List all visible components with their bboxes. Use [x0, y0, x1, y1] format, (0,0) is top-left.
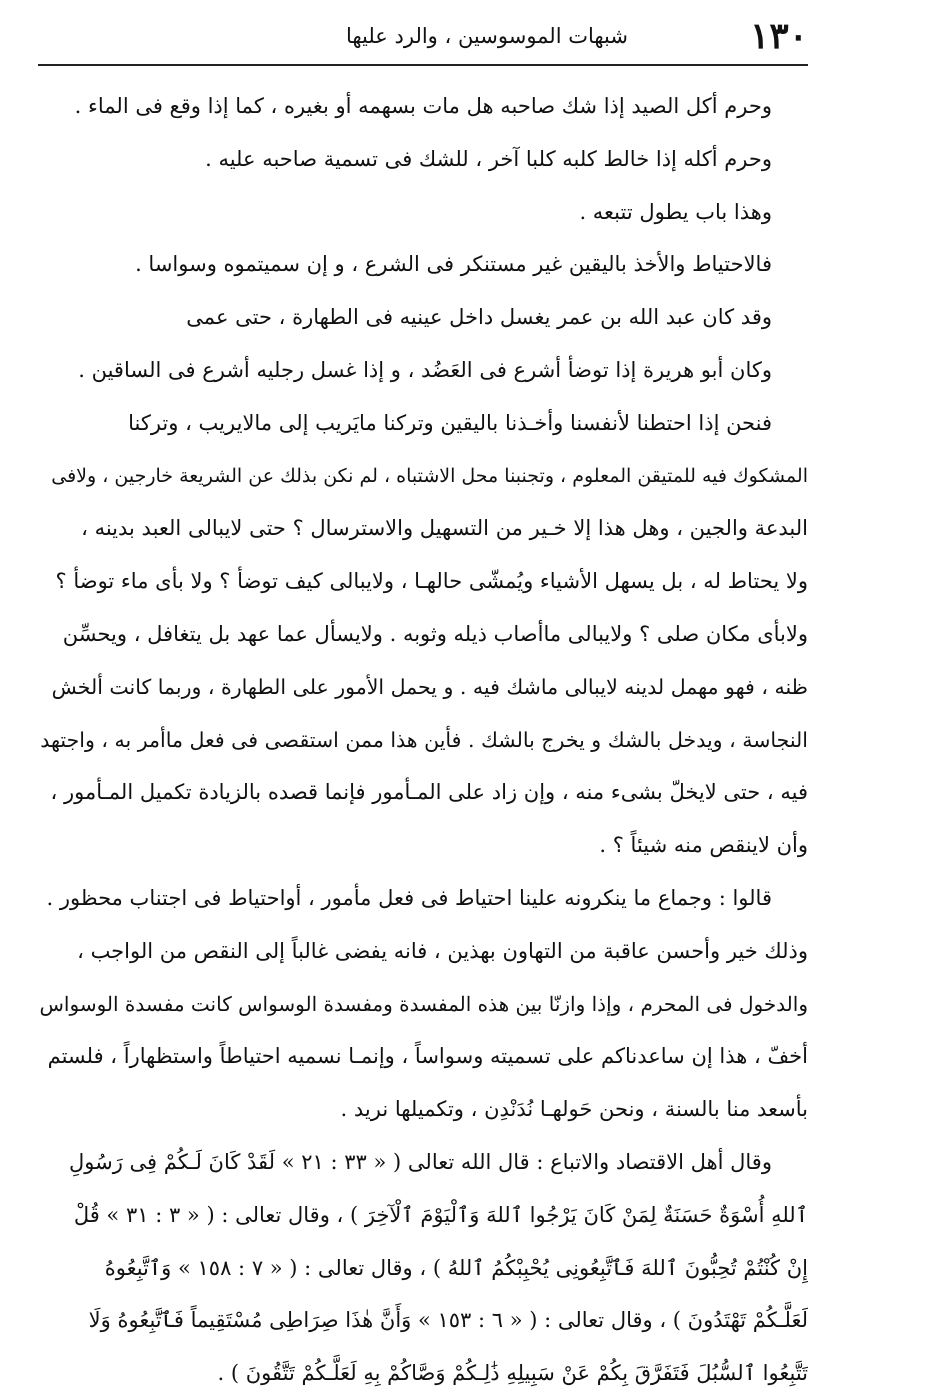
text-line: وقد كان عبد الله بن عمر يغسل داخل عينيه فى الطهارة ، حتى عمى	[186, 305, 772, 330]
text-line: تَتَّبِعُوا ٱلسُّبُلَ فَتَفَرَّقَ بِكُمْ عَنْ سَبِيلِهِ ذَٰلِـكُمْ وَصَّاكُمْ بِهِ لَعَلَّـكُمْ تَتَّقُونَ ) .	[217, 1361, 808, 1386]
text-line: وقال أهل الاقتصاد والاتباع : قال الله تعالى ( « ٣٣ : ٢١ » لَقَدْ كَانَ لَـكُمْ فِى رَسُولِ	[69, 1149, 772, 1174]
text-line: إِنْ كُنْتُمْ تُحِبُّونَ ٱللهَ فَٱتَّبِعُونِى يُحْبِبْكُمُ ٱللهُ ) ، وقال تعالى : ( « ٧ : ١٥٨ » وَٱتَّبِعُوهُ	[104, 1255, 808, 1280]
text-line: وأن لاينقص منه شيئاً ؟ .	[599, 833, 808, 858]
text-line: النجاسة ، ويدخل بالشك و يخرج بالشك . فأين هذا ممن استقصى فى فعل ماأمر به ، واجتهد	[40, 727, 808, 752]
running-title: شبهات الموسوسين ، والرد عليها	[345, 24, 628, 48]
text-line: ظنه ، فهو مهمل لدينه لايبالى ماشك فيه . و يحمل الأمور على الطهارة ، وربما كانت ألخش	[51, 674, 808, 699]
text-line: وذلك خير وأحسن عاقبة من التهاون بهذين ، فانه يفضى غالباً إلى النقص من الواجب ،	[77, 938, 808, 963]
text-line: ولا يحتاط له ، بل يسهل الأشياء ويُمشّى حالهـا ، ولايبالى كيف توضأ ؟ ولا بأى ماء توضأ ؟	[55, 569, 808, 594]
text-line: فنحن إذا احتطنا لأنفسنا وأخـذنا باليقين وتركنا مايَريب إلى مالايريب ، وتركنا	[128, 410, 772, 435]
page-number: ١٣٠	[749, 15, 808, 57]
text-line: أخفّ ، هذا إن ساعدناكم على تسميته وسواساً ، وإنمـا نسميه احتياطاً واستظهاراً ، فلستم	[47, 1044, 808, 1069]
page-header	[38, 14, 808, 62]
text-line: ولابأى مكان صلى ؟ ولايبالى ماأصاب ذيله وثوبه . ولايسأل عما عهد بل يتغافل ، ويحسِّن	[62, 621, 808, 646]
text-line: وهذا باب يطول تتبعه .	[579, 199, 772, 224]
text-line: فالاحتياط والأخذ باليقين غير مستنكر فى الشرع ، و إن سميتموه وسواسا .	[135, 252, 772, 277]
body-text	[38, 80, 808, 1400]
text-line: والدخول فى المحرم ، وإذا وازنّا بين هذه المفسدة ومفسدة الوسواس كانت مفسدة الوسواس	[39, 991, 808, 1016]
text-line: لَعَلَّـكُمْ تَهْتَدُونَ ) ، وقال تعالى : ( « ٦ : ١٥٣ » وَأَنَّ هٰذَا صِرَاطِى مُسْتَقِيماً فَٱتَّبِعُوهُ وَلَا	[88, 1308, 808, 1333]
text-line: قالوا : وجماع ما ينكرونه علينا احتياط فى فعل مأمور ، أواحتياط فى اجتناب محظور .	[46, 885, 772, 910]
text-line: ٱللهِ أُسْوَةٌ حَسَنَةٌ لِمَنْ كَانَ يَرْجُوا ٱللهَ وَٱلْيَوْمَ ٱلْآخِرَ ) ، وقال تعالى : ( « ٣ : ٣١ » قُلْ	[73, 1202, 808, 1227]
text-line: وحرم أكله إذا خالط كلبه كلبا آخر ، للشك فى تسمية صاحبه عليه .	[205, 146, 772, 171]
text-line: بأسعد منا بالسنة ، ونحن حَولهـا نُدَنْدِن ، وتكميلها نريد .	[340, 1097, 808, 1122]
text-line: البدعة والجين ، وهل هذا إلا خـير من التسهيل والاسترسال ؟ حتى لايبالى العبد بدينه ،	[81, 516, 808, 541]
text-line: وكان أبو هريرة إذا توضأ أشرع فى العَضُد ، و إذا غسل رجليه أشرع فى الساقين .	[78, 357, 772, 382]
text-line: وحرم أكل الصيد إذا شك صاحبه هل مات بسهمه أو بغيره ، كما إذا وقع فى الماء .	[74, 94, 772, 118]
text-line: المشكوك فيه للمتيقن المعلوم ، وتجنبنا محل الاشتباه ، لم نكن بذلك عن الشريعة خارجين ، ولافى	[51, 464, 808, 487]
header-rule	[38, 64, 808, 66]
text-line: فيه ، حتى لايخلّ بشىء منه ، وإن زاد على المـأمور فإنما قصده بالزيادة تكميل المـأمور ،	[50, 780, 808, 805]
